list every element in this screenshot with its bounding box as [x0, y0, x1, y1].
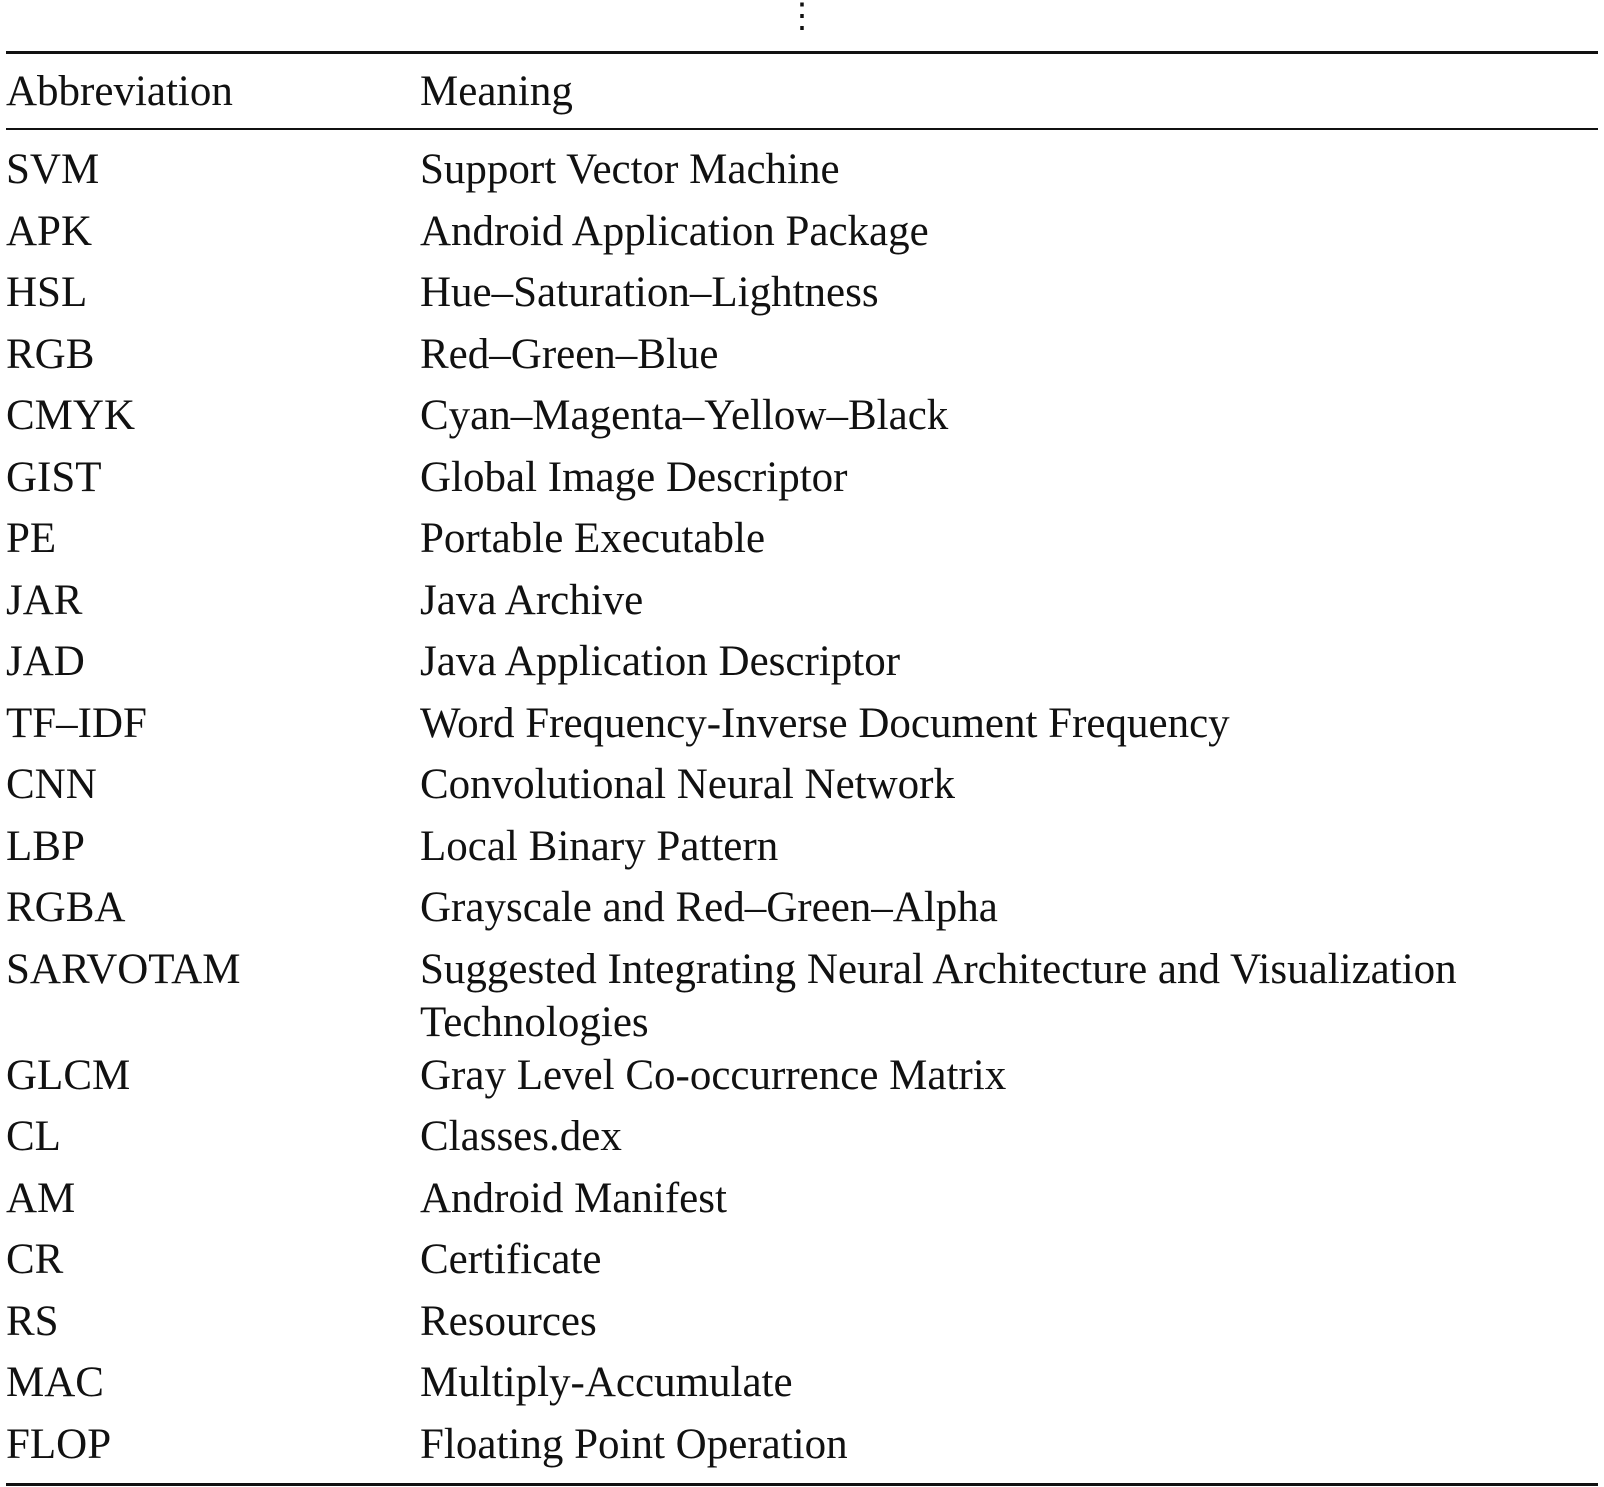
- abbreviation-cell: AM: [6, 1174, 76, 1222]
- table-row: [6, 389, 1598, 451]
- abbreviation-cell: RGBA: [6, 884, 126, 931]
- table-row: [6, 143, 1598, 205]
- meaning-cell: Resources: [420, 1297, 597, 1345]
- abbreviation-cell: CNN: [6, 761, 97, 808]
- abbreviation-cell: GLCM: [6, 1051, 131, 1099]
- table-row: [6, 1049, 1598, 1111]
- meaning-cell: Grayscale and Red–Green–Alpha: [420, 884, 998, 931]
- meaning-cell: Portable Executable: [420, 515, 766, 562]
- table-row: [6, 1295, 1598, 1357]
- continuation-marker: ⋮: [785, 0, 819, 35]
- table-row: [6, 1418, 1598, 1480]
- meaning-cell: Red–Green–Blue: [420, 330, 719, 378]
- header-abbreviation: Abbreviation: [6, 68, 233, 115]
- meaning-cell: Cyan–Magenta–Yellow–Black: [420, 392, 949, 439]
- table-row: [6, 758, 1598, 820]
- table-row: [6, 512, 1598, 574]
- table-row: [6, 1172, 1598, 1234]
- table-row: [6, 451, 1598, 513]
- table-row: [6, 328, 1598, 390]
- table-row: [6, 820, 1598, 882]
- abbreviation-cell: RGB: [6, 330, 95, 378]
- table-row: [6, 266, 1598, 328]
- meaning-cell: Suggested Integrating Neural Architecture and Visualization Technologies: [420, 945, 1457, 1046]
- abbreviation-cell: CL: [6, 1113, 61, 1160]
- table-row: [6, 205, 1598, 267]
- meaning-cell: Java Application Descriptor: [420, 638, 901, 685]
- abbreviation-cell: CMYK: [6, 392, 136, 439]
- abbreviation-cell: APK: [6, 207, 93, 255]
- meaning-cell: Android Application Package: [420, 207, 929, 255]
- meaning-cell: Local Binary Pattern: [420, 822, 779, 870]
- meaning-cell: Gray Level Co-occurrence Matrix: [420, 1051, 1007, 1099]
- meaning-cell: Hue–Saturation–Lightness: [420, 269, 879, 316]
- abbreviation-cell: JAD: [6, 638, 85, 685]
- table-row: [6, 574, 1598, 636]
- table-row: [6, 1356, 1598, 1418]
- meaning-cell: Word Frequency-Inverse Document Frequency: [420, 699, 1230, 747]
- meaning-cell: Multiply-Accumulate: [420, 1359, 793, 1406]
- abbreviation-cell: RS: [6, 1297, 59, 1345]
- meaning-cell: Android Manifest: [420, 1174, 727, 1222]
- table-row: [6, 697, 1598, 759]
- meaning-cell: Floating Point Operation: [420, 1420, 848, 1468]
- table-header-row: [6, 54, 1598, 128]
- table-body: [6, 130, 1598, 1483]
- meaning-cell: Java Archive: [420, 576, 644, 624]
- abbreviation-cell: SVM: [6, 146, 100, 193]
- table-bottom-rule: [6, 1483, 1598, 1486]
- abbreviation-cell: HSL: [6, 269, 88, 316]
- abbreviation-cell: PE: [6, 515, 57, 562]
- table-row: [6, 943, 1598, 1049]
- table-row: [6, 881, 1598, 943]
- meaning-cell: Support Vector Machine: [420, 146, 840, 193]
- table-row: [6, 1110, 1598, 1172]
- abbreviation-cell: MAC: [6, 1359, 104, 1406]
- meaning-cell: Certificate: [420, 1236, 602, 1283]
- abbreviation-cell: SARVOTAM: [6, 945, 241, 993]
- abbreviation-cell: CR: [6, 1236, 64, 1283]
- abbreviation-cell: GIST: [6, 453, 102, 501]
- header-meaning: Meaning: [420, 68, 573, 115]
- abbreviations-table: [6, 51, 1598, 1486]
- table-row: [6, 1233, 1598, 1295]
- abbreviation-cell: FLOP: [6, 1420, 112, 1468]
- meaning-cell: Global Image Descriptor: [420, 453, 848, 501]
- meaning-cell: Convolutional Neural Network: [420, 761, 956, 808]
- table-row: [6, 635, 1598, 697]
- abbreviation-cell: JAR: [6, 576, 83, 624]
- abbreviation-cell: LBP: [6, 822, 85, 870]
- meaning-cell: Classes.dex: [420, 1113, 622, 1160]
- abbreviation-cell: TF–IDF: [6, 699, 147, 747]
